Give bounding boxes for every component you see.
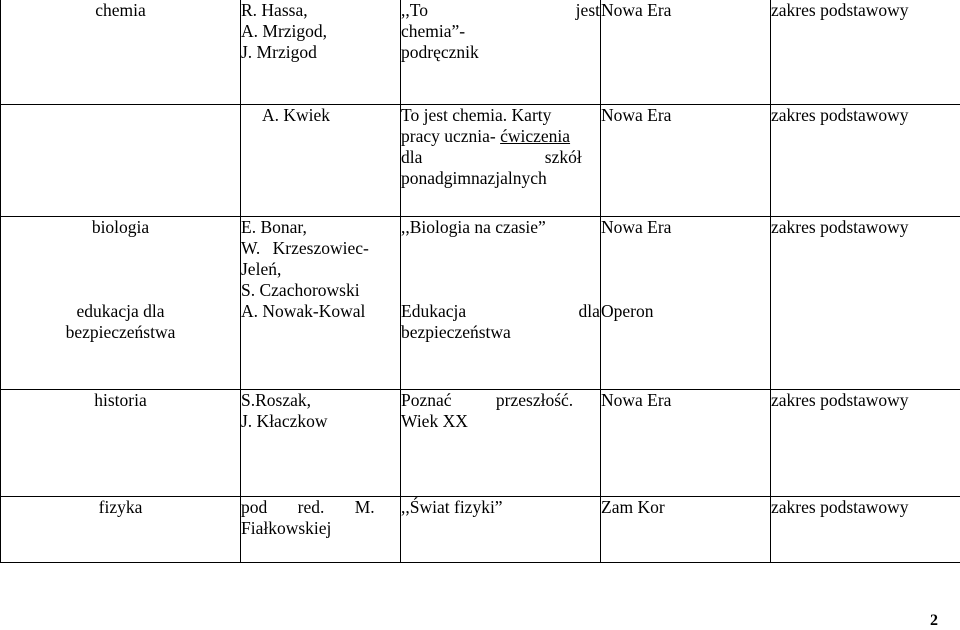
- author-line: pod red. M.: [241, 497, 400, 518]
- publisher-name: Operon: [601, 301, 770, 322]
- table-row: [1, 104, 960, 216]
- spacer: [1, 238, 240, 301]
- subject-cell: [1, 216, 241, 389]
- author-line: E. Bonar,: [241, 217, 400, 238]
- level-cell: [771, 104, 960, 216]
- level-cell: [771, 216, 960, 389]
- table-row: [1, 216, 960, 389]
- spacer: [601, 238, 770, 301]
- author-line: J. Kłaczkow: [241, 411, 400, 432]
- title-line: [401, 105, 600, 126]
- title-text: podręcznik: [401, 42, 600, 63]
- authors-cell: [241, 0, 401, 104]
- publisher-cell: [601, 0, 771, 104]
- title-line: [401, 0, 600, 42]
- author-line: W. Krzeszowiec-: [241, 238, 400, 259]
- title-line: [401, 301, 600, 322]
- publisher-name: Nowa Era: [601, 0, 671, 20]
- publisher-name: Nowa Era: [601, 390, 671, 410]
- level-text: zakres podstawowy: [771, 497, 909, 517]
- author-line: A. Kwiek: [241, 105, 400, 126]
- title-cell: [401, 0, 601, 104]
- title-text: To jest chemia. Karty: [401, 105, 551, 126]
- page-number: 2: [930, 612, 938, 630]
- subject-cell: [1, 389, 241, 496]
- title-text: pracy ucznia-: [401, 126, 496, 146]
- subject-cell: [1, 496, 241, 562]
- title-cell: [401, 496, 601, 562]
- publisher-cell: [601, 496, 771, 562]
- title-text: Poznać przeszłość.: [401, 390, 573, 410]
- author-line: Jeleń,: [241, 259, 400, 280]
- title-line: [401, 147, 600, 168]
- subject-name: historia: [1, 390, 240, 411]
- level-cell: [771, 0, 960, 104]
- publisher-cell: [601, 104, 771, 216]
- level-text: zakres podstawowy: [771, 217, 909, 237]
- author-line: A. Mrzigod,: [241, 21, 400, 42]
- publisher-name: Nowa Era: [601, 105, 671, 125]
- author-line: S.Roszak,: [241, 390, 400, 411]
- title-text: Wiek XX: [401, 411, 600, 432]
- subject-name: chemia: [1, 0, 240, 21]
- spacer: [401, 238, 600, 301]
- title-cell: [401, 216, 601, 389]
- table-row: [1, 0, 960, 104]
- author-line: S. Czachorowski: [241, 280, 400, 301]
- title-text: dla szkół: [401, 147, 582, 167]
- title-line: [401, 390, 600, 411]
- subject-name: bezpieczeństwa: [1, 322, 240, 343]
- title-text: ,,Biologia na czasie”: [401, 217, 600, 238]
- authors-cell: [241, 216, 401, 389]
- level-text: zakres podstawowy: [771, 105, 909, 125]
- author-line: A. Nowak-Kowal: [241, 301, 400, 322]
- level-cell: [771, 389, 960, 496]
- subject-name: edukacja dla: [1, 301, 240, 322]
- title-line: [401, 126, 600, 147]
- authors-cell: [241, 104, 401, 216]
- subject-cell: [1, 104, 241, 216]
- level-text: zakres podstawowy: [771, 390, 909, 410]
- subject-name: fizyka: [1, 497, 240, 518]
- title-text: ,,To jest chemia”-: [401, 0, 600, 42]
- title-text: ,,Świat fizyki”: [401, 497, 600, 518]
- title-cell: [401, 389, 601, 496]
- publisher-name: Zam Kor: [601, 497, 665, 517]
- publisher-cell: [601, 389, 771, 496]
- title-cell: [401, 104, 601, 216]
- title-text: ponadgimnazjalnych: [401, 168, 600, 189]
- title-text: bezpieczeństwa: [401, 322, 600, 343]
- author-line: J. Mrzigod: [241, 42, 400, 63]
- publisher-name: Nowa Era: [601, 217, 770, 238]
- publisher-cell: [601, 216, 771, 389]
- level-text: zakres podstawowy: [771, 0, 909, 20]
- table-row: [1, 389, 960, 496]
- author-line: Fiałkowskiej: [241, 518, 400, 539]
- authors-cell: [241, 389, 401, 496]
- title-text-underlined: ćwiczenia: [500, 126, 570, 146]
- level-cell: [771, 496, 960, 562]
- authors-cell: [241, 496, 401, 562]
- subject-name: biologia: [1, 217, 240, 238]
- title-text: Edukacja dla: [401, 301, 600, 321]
- author-line: R. Hassa,: [241, 0, 400, 21]
- table-row: [1, 496, 960, 562]
- subject-cell: [1, 0, 241, 104]
